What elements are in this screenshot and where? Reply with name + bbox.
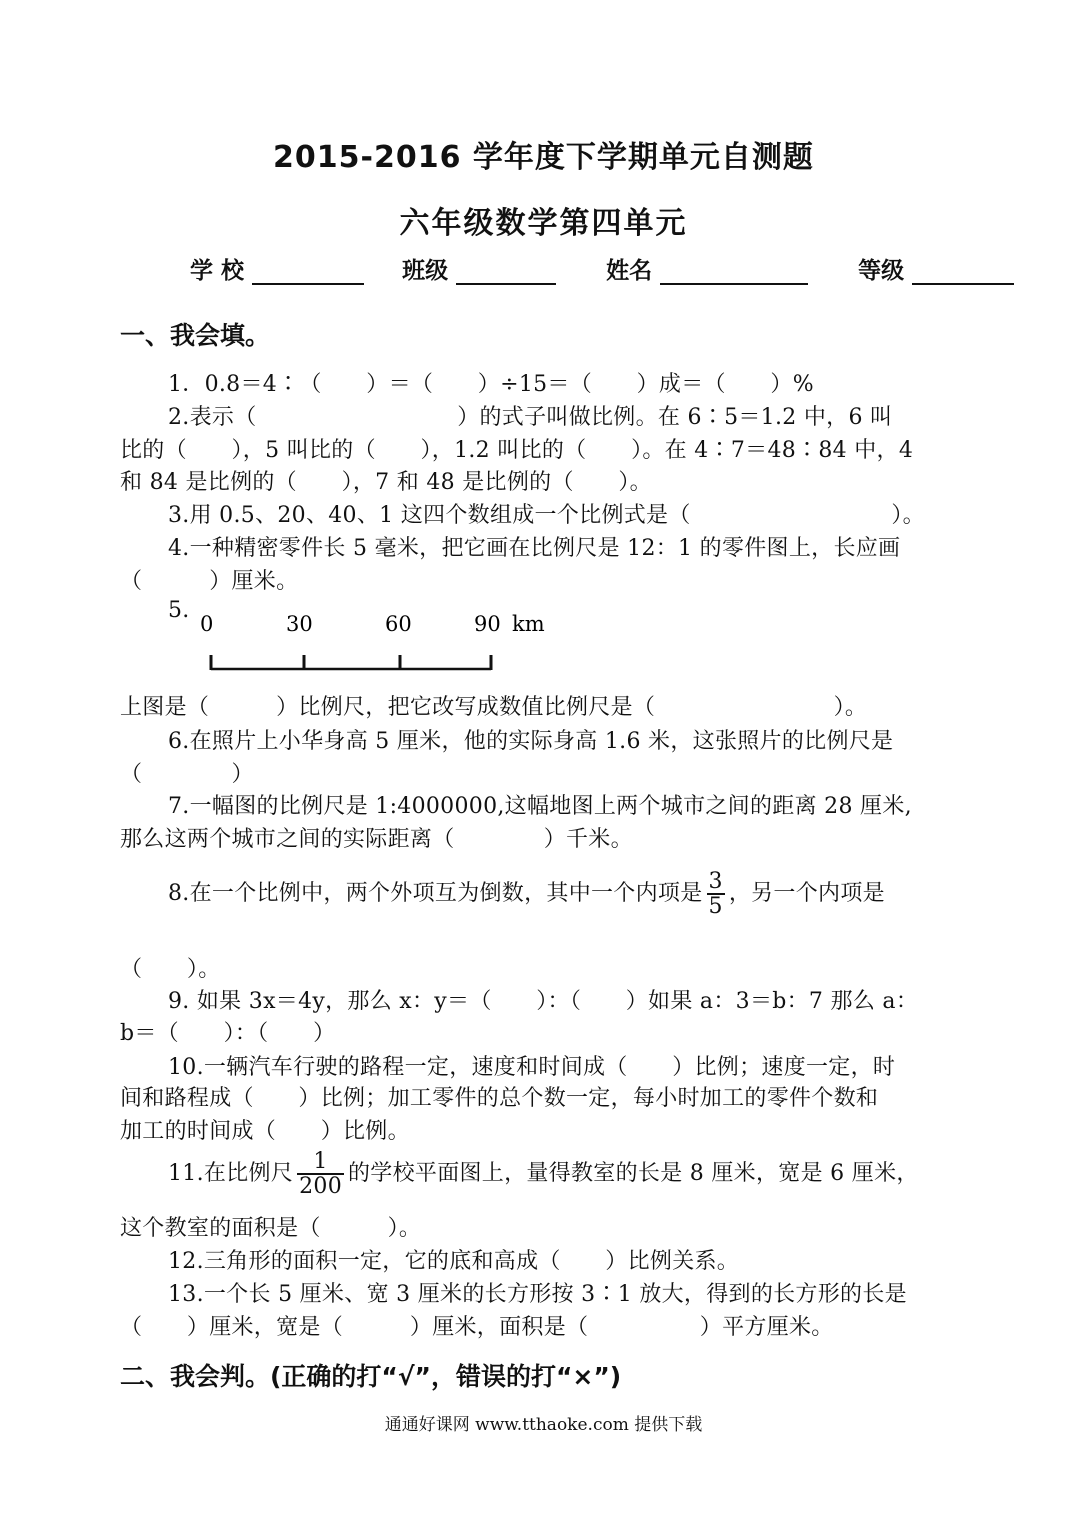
fraction-denominator: 5	[708, 894, 723, 920]
question-2-line-1: 2.表示（ ）的式子叫做比例。在 6∶5＝1.2 中，6 叫	[168, 405, 893, 430]
question-8-line-2: （ ）。	[120, 957, 221, 982]
question-13-line-1: 13.一个长 5 厘米、宽 3 厘米的长方形按 3∶1 放大，得到的长方形的长是	[168, 1282, 907, 1307]
section-2-heading: 二、我会判。(正确的打“√”，错误的打“×”)	[120, 1362, 622, 1391]
question-4-line-2: （ ）厘米。	[120, 569, 299, 594]
question-9-line-2: b＝（ ）：（ ）	[120, 1021, 336, 1046]
question-8-line-1	[168, 870, 885, 918]
student-info-row	[190, 252, 1014, 285]
fraction-denominator: 200	[299, 1174, 342, 1200]
question-4-line-1: 4.一种精密零件长 5 毫米，把它画在比例尺是 12：1 的零件图上，长应画	[168, 536, 901, 561]
grade-field[interactable]	[912, 261, 1014, 285]
scale-tick-label: 90	[474, 612, 501, 636]
question-8-text-a: 8.在一个比例中，两个外项互为倒数，其中一个内项是	[168, 881, 703, 907]
fraction-three-fifths	[707, 870, 725, 918]
page-subtitle: 六年级数学第四单元	[399, 206, 688, 241]
line-scale-diagram	[190, 605, 550, 680]
question-11-line-2: 这个教室的面积是（ ）。	[120, 1216, 422, 1241]
question-8-text-b: ，另一个内项是	[728, 881, 885, 907]
scale-tick-label: 60	[385, 612, 412, 636]
question-5-number: 5.	[168, 598, 190, 623]
fraction-one-two-hundredth	[297, 1150, 344, 1198]
scale-tick-label: 30	[286, 612, 313, 636]
page-title: 2015-2016 学年度下学期单元自测题	[273, 140, 814, 175]
class-label: 班级	[402, 258, 449, 284]
name-label: 姓名	[606, 258, 653, 284]
section-1-heading: 一、我会填。	[120, 321, 271, 350]
question-5-text: 上图是（ ）比例尺，把它改写成数值比例尺是（ ）。	[120, 695, 868, 720]
question-6-line-2: （ ）	[120, 762, 254, 787]
question-11-line-1	[168, 1150, 919, 1198]
question-9-line-1: 9. 如果 3x＝4y，那么 x：y＝（ ）：（ ）如果 a：3＝b：7 那么 a：	[168, 989, 919, 1014]
question-11-text-b: 的学校平面图上，量得教室的长是 8 厘米，宽是 6 厘米，	[348, 1161, 919, 1187]
school-field[interactable]	[252, 261, 364, 285]
question-13-line-2: （ ）厘米，宽是（ ）厘米，面积是（ ）平方厘米。	[120, 1315, 834, 1340]
question-10-line-1: 10.一辆汽车行驶的路程一定，速度和时间成（ ）比例；速度一定，时	[168, 1055, 896, 1080]
scale-tick-label: 0	[200, 612, 214, 636]
fraction-numerator: 1	[297, 1150, 344, 1175]
footer-credit: 通通好课网 www.tthaoke.com 提供下载	[384, 1415, 703, 1435]
fraction-numerator: 3	[708, 869, 723, 894]
question-10-line-3: 加工的时间成（ ）比例。	[120, 1119, 410, 1144]
grade-label: 等级	[858, 258, 905, 284]
question-6-line-1: 6.在照片上小华身高 5 厘米，他的实际身高 1.6 米，这张照片的比例尺是	[168, 729, 894, 754]
school-label: 学 校	[190, 258, 245, 284]
question-11-text-a: 11.在比例尺	[168, 1161, 294, 1187]
question-3: 3.用 0.5、20、40、1 这四个数组成一个比例式是（ ）。	[168, 503, 925, 528]
question-1: 1．0.8＝4∶（ ）＝（ ）÷15＝（ ）成＝（ ）%	[168, 372, 814, 397]
question-2-line-3: 和 84 是比例的（ ），7 和 48 是比例的（ ）。	[120, 470, 652, 495]
question-7-line-2: 那么这两个城市之间的实际距离（ ）千米。	[120, 827, 633, 852]
class-field[interactable]	[456, 261, 556, 285]
name-field[interactable]	[660, 261, 808, 285]
scale-unit-label: km	[512, 612, 545, 636]
question-10-line-2: 间和路程成（ ）比例；加工零件的总个数一定，每小时加工的零件个数和	[120, 1086, 879, 1111]
question-2-line-2: 比的（ ），5 叫比的（ ），1.2 叫比的（ ）。在 4∶7＝48∶84 中，4	[120, 438, 914, 463]
question-7-line-1: 7.一幅图的比例尺是 1:4000000,这幅地图上两个城市之间的距离 28 厘米,	[168, 794, 912, 819]
question-12: 12.三角形的面积一定，它的底和高成（ ）比例关系。	[168, 1249, 740, 1274]
